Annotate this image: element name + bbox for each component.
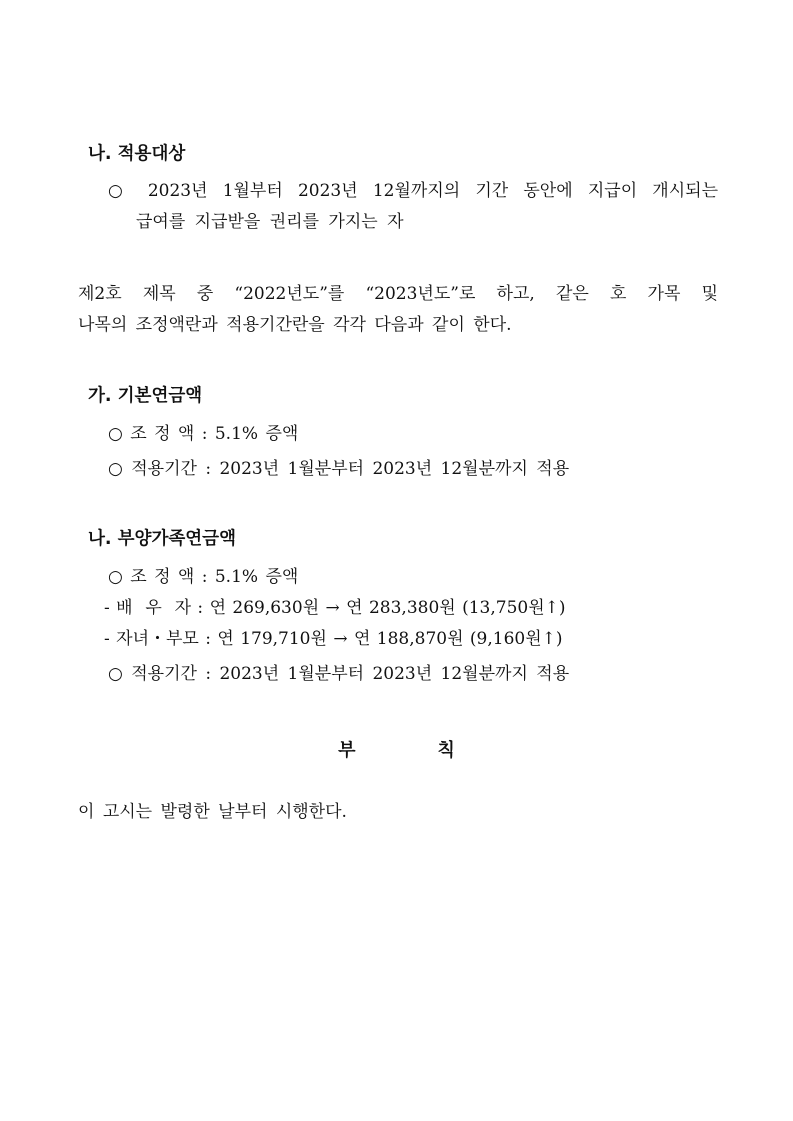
dependent-spouse-amount: - 배 우 자 : 연 269,630원 → 연 283,380원 (13,750원↑) [104,598,566,618]
section-heading-basic-pension: 가. 기본연금액 [88,386,203,406]
section-heading-applicable: 나. 적용대상 [88,144,186,164]
addendum-title-left: 부 [338,740,356,761]
paragraph-line-2: 나목의 조정액란과 적용기간란을 각각 다음과 같이 한다. [78,315,512,335]
addendum-text: 이 고시는 발령한 날부터 시행한다. [78,802,347,822]
addendum-title [0,736,793,762]
paragraph-line-1: 제2호 제목 중 “2022년도”를 “2023년도”로 하고, 같은 호 가목 및 [78,284,718,304]
addendum-title-right: 칙 [437,740,455,761]
basic-applicable-period: ○ 적용기간 : 2023년 1월분부터 2023년 12월분까지 적용 [108,459,570,479]
dependent-children-parents-amount: - 자녀・부모 : 연 179,710원 → 연 188,870원 (9,160원↑) [104,629,563,649]
basic-adjust-amount: ○ 조 정 액 : 5.1% 증액 [108,424,299,444]
dependent-adjust-amount: ○ 조 정 액 : 5.1% 증액 [108,567,299,587]
bullet-applicable-line-1: ○ 2023년 1월부터 2023년 12월까지의 기간 동안에 지급이 개시되는 [108,181,718,201]
section-heading-dependent-pension: 나. 부양가족연금액 [88,529,236,549]
bullet-applicable-line-2: 급여를 지급받을 권리를 가지는 자 [136,212,404,232]
dependent-applicable-period: ○ 적용기간 : 2023년 1월분부터 2023년 12월분까지 적용 [108,664,570,684]
